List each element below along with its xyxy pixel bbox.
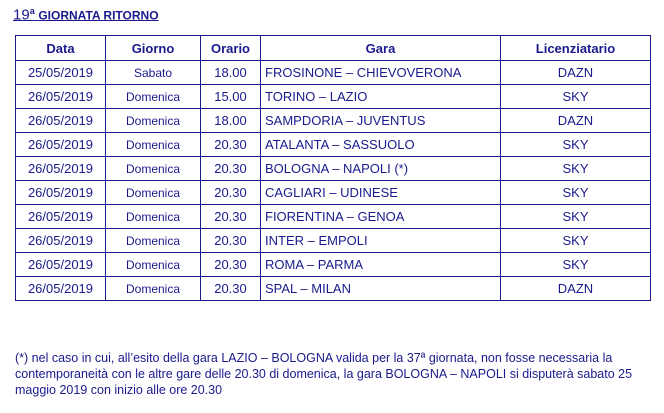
cell-giorno: Domenica [106, 277, 201, 301]
round-label: GIORNATA RITORNO [38, 8, 159, 23]
cell-licenziatario: SKY [501, 229, 651, 253]
cell-giorno: Domenica [106, 157, 201, 181]
cell-orario: 18.00 [201, 109, 261, 133]
cell-data: 26/05/2019 [16, 181, 106, 205]
header-orario: Orario [201, 36, 261, 61]
page-title [13, 6, 159, 23]
cell-gara: SAMPDORIA – JUVENTUS [261, 109, 501, 133]
cell-licenziatario: SKY [501, 181, 651, 205]
cell-orario: 18.00 [201, 61, 261, 85]
schedule-table [15, 35, 651, 301]
cell-licenziatario: SKY [501, 133, 651, 157]
cell-licenziatario: DAZN [501, 61, 651, 85]
table-row [16, 109, 651, 133]
cell-giorno: Domenica [106, 133, 201, 157]
cell-licenziatario: SKY [501, 205, 651, 229]
cell-orario: 20.30 [201, 205, 261, 229]
cell-licenziatario: SKY [501, 157, 651, 181]
header-giorno: Giorno [106, 36, 201, 61]
cell-orario: 15.00 [201, 85, 261, 109]
cell-gara: SPAL – MILAN [261, 277, 501, 301]
cell-data: 26/05/2019 [16, 133, 106, 157]
table-row [16, 229, 651, 253]
cell-giorno: Domenica [106, 229, 201, 253]
cell-giorno: Domenica [106, 181, 201, 205]
header-data: Data [16, 36, 106, 61]
cell-licenziatario: DAZN [501, 109, 651, 133]
table-row [16, 133, 651, 157]
table-row [16, 205, 651, 229]
cell-orario: 20.30 [201, 253, 261, 277]
header-licenziatario: Licenziatario [501, 36, 651, 61]
cell-data: 26/05/2019 [16, 85, 106, 109]
cell-data: 26/05/2019 [16, 253, 106, 277]
cell-gara: INTER – EMPOLI [261, 229, 501, 253]
header-gara: Gara [261, 36, 501, 61]
cell-gara: FIORENTINA – GENOA [261, 205, 501, 229]
cell-orario: 20.30 [201, 181, 261, 205]
cell-data: 26/05/2019 [16, 157, 106, 181]
cell-data: 26/05/2019 [16, 229, 106, 253]
cell-licenziatario: SKY [501, 85, 651, 109]
cell-licenziatario: SKY [501, 253, 651, 277]
cell-giorno: Domenica [106, 205, 201, 229]
cell-gara: ROMA – PARMA [261, 253, 501, 277]
cell-data: 26/05/2019 [16, 277, 106, 301]
cell-gara: CAGLIARI – UDINESE [261, 181, 501, 205]
cell-giorno: Domenica [106, 253, 201, 277]
table-row [16, 181, 651, 205]
cell-gara: FROSINONE – CHIEVOVERONA [261, 61, 501, 85]
cell-giorno: Domenica [106, 85, 201, 109]
cell-giorno: Domenica [106, 109, 201, 133]
table-row [16, 61, 651, 85]
cell-data: 26/05/2019 [16, 205, 106, 229]
table-header-row [16, 36, 651, 61]
round-superscript: a [29, 6, 35, 16]
footnote: (*) nel caso in cui, all’esito della gara LAZIO – BOLOGNA valida per la 37ª giornata, non fosse necessaria la contemporaneità con le altre gare delle 20.30 di domenica, la gara BOLOGNA – NAPOLI si disputerà sabato 25 maggio 2019 con inizio alle ore 20.30 [15, 351, 633, 397]
cell-gara: BOLOGNA – NAPOLI (*) [261, 157, 501, 181]
round-number: 19 [13, 6, 30, 24]
cell-data: 26/05/2019 [16, 109, 106, 133]
cell-orario: 20.30 [201, 229, 261, 253]
table-row [16, 157, 651, 181]
table-row [16, 253, 651, 277]
cell-gara: TORINO – LAZIO [261, 85, 501, 109]
table-row [16, 85, 651, 109]
table-body [16, 61, 651, 301]
cell-orario: 20.30 [201, 277, 261, 301]
cell-data: 25/05/2019 [16, 61, 106, 85]
table-row [16, 277, 651, 301]
cell-giorno: Sabato [106, 61, 201, 85]
cell-orario: 20.30 [201, 133, 261, 157]
cell-licenziatario: DAZN [501, 277, 651, 301]
cell-orario: 20.30 [201, 157, 261, 181]
cell-gara: ATALANTA – SASSUOLO [261, 133, 501, 157]
